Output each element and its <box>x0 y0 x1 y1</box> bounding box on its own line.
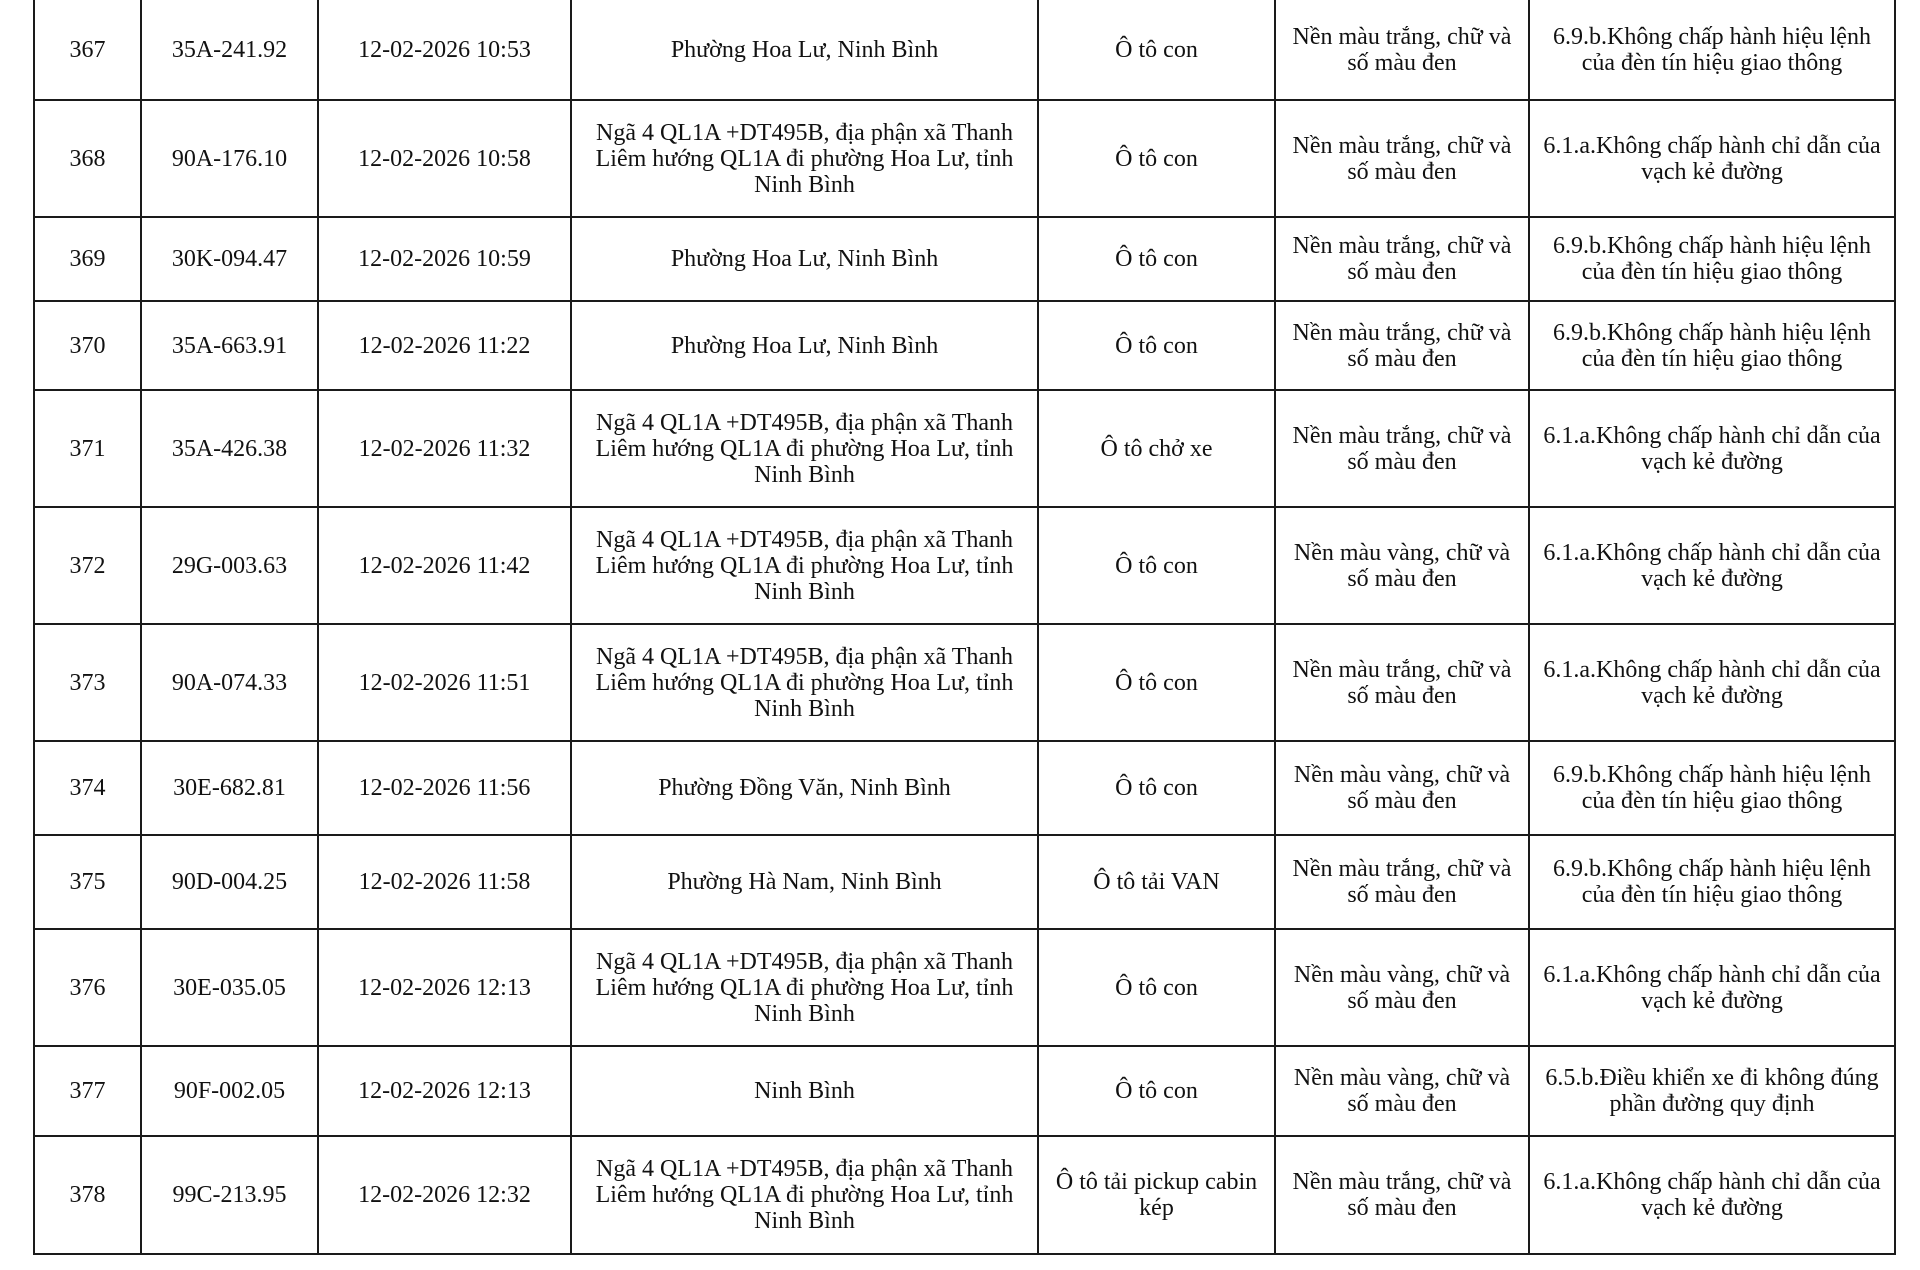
cell-stt: 373 <box>34 624 141 741</box>
cell-violation: 6.9.b.Không chấp hành hiệu lệnh của đèn tín hiệu giao thông <box>1529 741 1895 835</box>
cell-stt: 372 <box>34 507 141 624</box>
cell-violation: 6.9.b.Không chấp hành hiệu lệnh của đèn tín hiệu giao thông <box>1529 0 1895 100</box>
cell-plate-color: Nền màu trắng, chữ và số màu đen <box>1275 217 1529 301</box>
cell-vehicle-type: Ô tô tải pickup cabin kép <box>1038 1136 1275 1254</box>
cell-license-plate: 99C-213.95 <box>141 1136 318 1254</box>
cell-license-plate: 90A-074.33 <box>141 624 318 741</box>
cell-license-plate: 30E-682.81 <box>141 741 318 835</box>
cell-stt: 378 <box>34 1136 141 1254</box>
cell-stt: 371 <box>34 390 141 507</box>
table-row <box>34 929 1895 1046</box>
cell-plate-color: Nền màu trắng, chữ và số màu đen <box>1275 835 1529 929</box>
table-row <box>34 301 1895 390</box>
cell-plate-color: Nền màu trắng, chữ và số màu đen <box>1275 390 1529 507</box>
cell-license-plate: 29G-003.63 <box>141 507 318 624</box>
table-row <box>34 217 1895 301</box>
cell-license-plate: 90A-176.10 <box>141 100 318 217</box>
cell-violation: 6.1.a.Không chấp hành chỉ dẫn của vạch kẻ đường <box>1529 100 1895 217</box>
cell-violation: 6.1.a.Không chấp hành chỉ dẫn của vạch kẻ đường <box>1529 929 1895 1046</box>
cell-location: Phường Hoa Lư, Ninh Bình <box>571 217 1038 301</box>
table-row <box>34 1046 1895 1136</box>
cell-license-plate: 30E-035.05 <box>141 929 318 1046</box>
cell-vehicle-type: Ô tô con <box>1038 741 1275 835</box>
cell-stt: 367 <box>34 0 141 100</box>
cell-stt: 370 <box>34 301 141 390</box>
cell-plate-color: Nền màu vàng, chữ và số màu đen <box>1275 507 1529 624</box>
cell-plate-color: Nền màu trắng, chữ và số màu đen <box>1275 1136 1529 1254</box>
cell-violation-time: 12-02-2026 12:32 <box>318 1136 571 1254</box>
cell-violation: 6.1.a.Không chấp hành chỉ dẫn của vạch kẻ đường <box>1529 1136 1895 1254</box>
cell-stt: 376 <box>34 929 141 1046</box>
cell-violation-time: 12-02-2026 11:56 <box>318 741 571 835</box>
cell-location: Phường Hoa Lư, Ninh Bình <box>571 301 1038 390</box>
cell-violation: 6.1.a.Không chấp hành chỉ dẫn của vạch kẻ đường <box>1529 507 1895 624</box>
cell-license-plate: 30K-094.47 <box>141 217 318 301</box>
cell-location: Ngã 4 QL1A +DT495B, địa phận xã Thanh Liêm hướng QL1A đi phường Hoa Lư, tỉnh Ninh Bình <box>571 390 1038 507</box>
cell-location: Phường Đồng Văn, Ninh Bình <box>571 741 1038 835</box>
cell-violation-time: 12-02-2026 12:13 <box>318 1046 571 1136</box>
cell-stt: 377 <box>34 1046 141 1136</box>
cell-vehicle-type: Ô tô con <box>1038 929 1275 1046</box>
cell-vehicle-type: Ô tô tải VAN <box>1038 835 1275 929</box>
cell-violation: 6.9.b.Không chấp hành hiệu lệnh của đèn tín hiệu giao thông <box>1529 301 1895 390</box>
table-row <box>34 1136 1895 1254</box>
cell-location: Ngã 4 QL1A +DT495B, địa phận xã Thanh Liêm hướng QL1A đi phường Hoa Lư, tỉnh Ninh Bình <box>571 624 1038 741</box>
cell-violation-time: 12-02-2026 11:42 <box>318 507 571 624</box>
table-row <box>34 507 1895 624</box>
cell-violation-time: 12-02-2026 10:59 <box>318 217 571 301</box>
cell-plate-color: Nền màu trắng, chữ và số màu đen <box>1275 301 1529 390</box>
cell-vehicle-type: Ô tô con <box>1038 0 1275 100</box>
table-row <box>34 741 1895 835</box>
cell-plate-color: Nền màu vàng, chữ và số màu đen <box>1275 929 1529 1046</box>
cell-vehicle-type: Ô tô con <box>1038 301 1275 390</box>
cell-license-plate: 35A-426.38 <box>141 390 318 507</box>
cell-violation: 6.1.a.Không chấp hành chỉ dẫn của vạch kẻ đường <box>1529 390 1895 507</box>
cell-violation: 6.9.b.Không chấp hành hiệu lệnh của đèn tín hiệu giao thông <box>1529 217 1895 301</box>
cell-location: Ngã 4 QL1A +DT495B, địa phận xã Thanh Liêm hướng QL1A đi phường Hoa Lư, tỉnh Ninh Bình <box>571 929 1038 1046</box>
cell-vehicle-type: Ô tô con <box>1038 624 1275 741</box>
cell-vehicle-type: Ô tô con <box>1038 507 1275 624</box>
table-row <box>34 0 1895 100</box>
cell-license-plate: 35A-663.91 <box>141 301 318 390</box>
cell-vehicle-type: Ô tô con <box>1038 217 1275 301</box>
table-row <box>34 390 1895 507</box>
cell-violation-time: 12-02-2026 11:32 <box>318 390 571 507</box>
cell-vehicle-type: Ô tô con <box>1038 100 1275 217</box>
cell-plate-color: Nền màu trắng, chữ và số màu đen <box>1275 100 1529 217</box>
cell-violation: 6.5.b.Điều khiển xe đi không đúng phần đường quy định <box>1529 1046 1895 1136</box>
violations-table <box>33 0 1896 1255</box>
table-row <box>34 835 1895 929</box>
cell-plate-color: Nền màu trắng, chữ và số màu đen <box>1275 0 1529 100</box>
cell-violation-time: 12-02-2026 12:13 <box>318 929 571 1046</box>
cell-violation-time: 12-02-2026 11:22 <box>318 301 571 390</box>
cell-violation: 6.1.a.Không chấp hành chỉ dẫn của vạch kẻ đường <box>1529 624 1895 741</box>
cell-stt: 375 <box>34 835 141 929</box>
cell-location: Phường Hà Nam, Ninh Bình <box>571 835 1038 929</box>
cell-violation-time: 12-02-2026 10:53 <box>318 0 571 100</box>
cell-location: Ninh Bình <box>571 1046 1038 1136</box>
cell-violation-time: 12-02-2026 11:51 <box>318 624 571 741</box>
table-row <box>34 624 1895 741</box>
cell-stt: 368 <box>34 100 141 217</box>
table-row <box>34 100 1895 217</box>
cell-stt: 369 <box>34 217 141 301</box>
cell-vehicle-type: Ô tô chở xe <box>1038 390 1275 507</box>
cell-license-plate: 90D-004.25 <box>141 835 318 929</box>
cell-plate-color: Nền màu vàng, chữ và số màu đen <box>1275 741 1529 835</box>
cell-violation-time: 12-02-2026 11:58 <box>318 835 571 929</box>
cell-license-plate: 90F-002.05 <box>141 1046 318 1136</box>
cell-violation: 6.9.b.Không chấp hành hiệu lệnh của đèn tín hiệu giao thông <box>1529 835 1895 929</box>
cell-location: Ngã 4 QL1A +DT495B, địa phận xã Thanh Liêm hướng QL1A đi phường Hoa Lư, tỉnh Ninh Bình <box>571 507 1038 624</box>
cell-violation-time: 12-02-2026 10:58 <box>318 100 571 217</box>
cell-plate-color: Nền màu trắng, chữ và số màu đen <box>1275 624 1529 741</box>
cell-vehicle-type: Ô tô con <box>1038 1046 1275 1136</box>
cell-location: Ngã 4 QL1A +DT495B, địa phận xã Thanh Liêm hướng QL1A đi phường Hoa Lư, tỉnh Ninh Bình <box>571 100 1038 217</box>
cell-stt: 374 <box>34 741 141 835</box>
cell-location: Ngã 4 QL1A +DT495B, địa phận xã Thanh Liêm hướng QL1A đi phường Hoa Lư, tỉnh Ninh Bình <box>571 1136 1038 1254</box>
cell-location: Phường Hoa Lư, Ninh Bình <box>571 0 1038 100</box>
cell-license-plate: 35A-241.92 <box>141 0 318 100</box>
table-body <box>34 0 1895 1254</box>
cell-plate-color: Nền màu vàng, chữ và số màu đen <box>1275 1046 1529 1136</box>
